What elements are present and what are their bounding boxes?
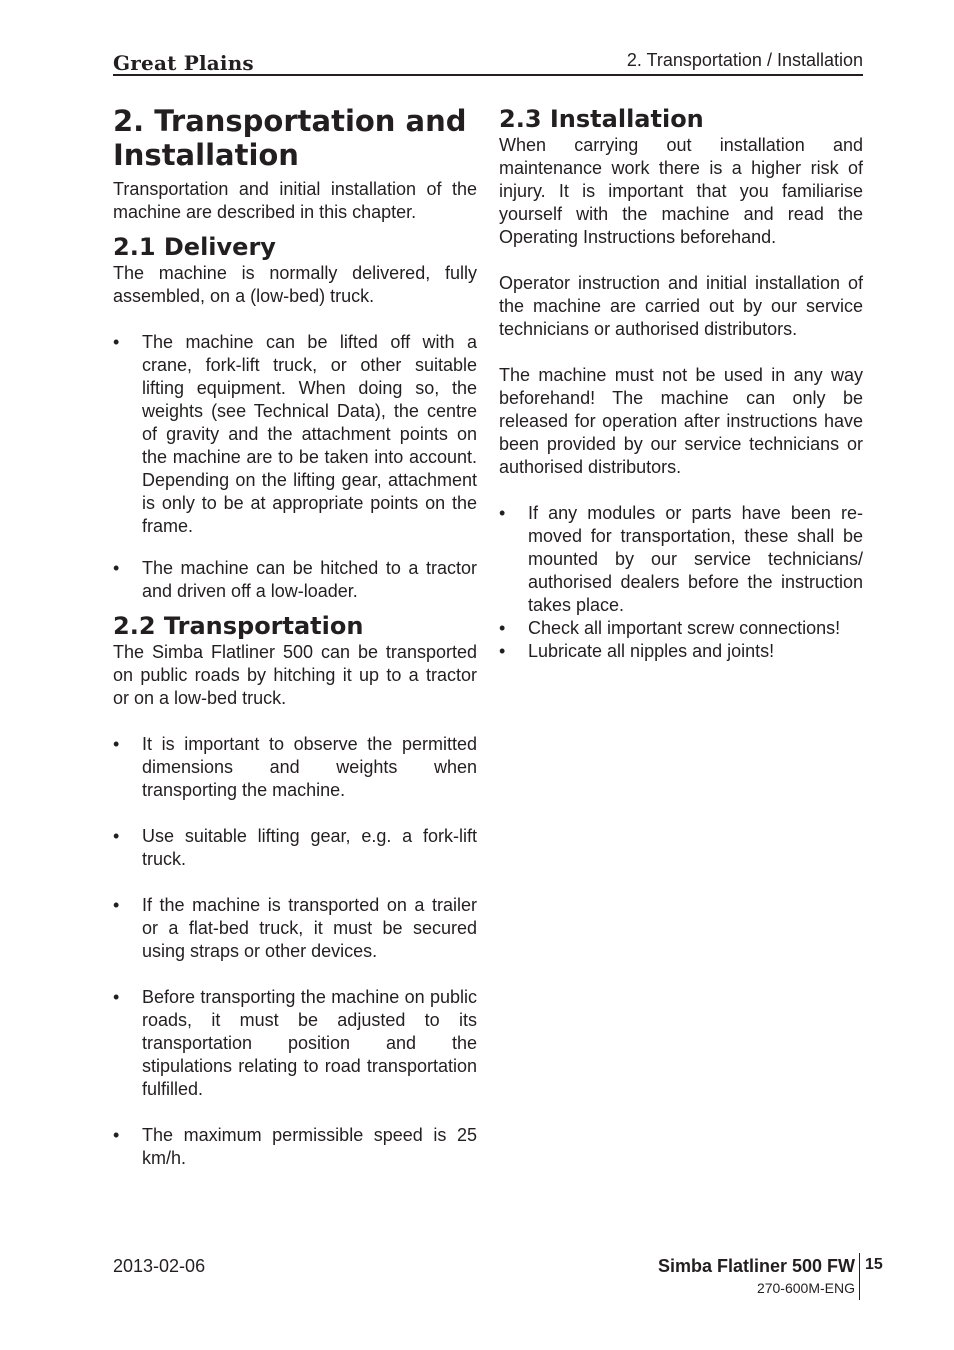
right-column <box>499 104 863 663</box>
list-item: • The machine can be hitched to a tractor and driven off a low-loader. <box>113 558 477 601</box>
installation-heading: 2.3 Installation <box>499 105 704 133</box>
list-item: • Before transporting the machine on public roads, it must be adjusted to its transportation position and the stipulations relating to road transportation fulfilled. <box>113 987 477 1099</box>
transportation-text: The Simba Flatliner 500 can be transported on public roads by hitching it up to a tractor or on a low-bed truck. <box>113 642 477 708</box>
list-item: • The machine can be lifted off with a crane, fork-lift truck, or other suitable lifting equipment. When doing so, the weights (see Technical Data), the centre of gravity and the attachment points on the machine are to be taken into account. Depending on the lifting gear, attachment is only to be at appropriate points on the frame. <box>113 332 477 536</box>
installation-bullet-list <box>499 502 863 663</box>
brand-logo-text: Great Plains <box>113 51 254 75</box>
list-item: • It is important to observe the permitted dimensions and weights when transporting the machine. <box>113 734 477 800</box>
footer-product-name: Simba Flatliner 500 FW <box>657 1256 855 1276</box>
list-item: • Check all important screw connections! <box>499 618 841 638</box>
page-number: 15 <box>865 1256 883 1273</box>
installation-paragraph: When carrying out installation and maintenance work there is a higher risk of injury. It is important that you familiarise yourself with the machine and read the Operating Instructions beforehand. <box>499 135 863 247</box>
chapter-intro: Transportation and initial installation of the machine are described in this chapter. <box>113 179 477 222</box>
chapter-title: 2. Transportation and Installation <box>113 104 467 172</box>
list-item: • If any modules or parts have been re-moved for transportation, these shall be mounted by our service technicians/ authorised dealers before the instruction takes place. <box>499 503 863 615</box>
delivery-text: The machine is normally delivered, fully assembled, on a (low-bed) truck. <box>113 263 477 306</box>
delivery-heading: 2.1 Delivery <box>113 233 276 261</box>
left-column <box>113 104 477 1170</box>
header-section-title: 2. Transportation / Installation <box>626 50 863 70</box>
transportation-bullet-list <box>113 733 477 1170</box>
list-item: • Use suitable lifting gear, e.g. a fork-lift truck. <box>113 826 477 869</box>
page-header <box>113 48 863 76</box>
installation-paragraph: The machine must not be used in any way beforehand! The machine can only be released for operation after instructions have been provided by our service technicians or authorised distributors. <box>499 365 863 477</box>
installation-paragraph: Operator instruction and initial installation of the machine are carried out by our service technicians or authorised distributors. <box>499 273 863 339</box>
list-item: • If the machine is transported on a trailer or a flat-bed truck, it must be secured using straps or other devices. <box>113 895 477 961</box>
delivery-bullet-list <box>113 331 477 603</box>
footer-document-code: 270-600M-ENG <box>756 1280 855 1296</box>
transportation-heading: 2.2 Transportation <box>113 612 364 640</box>
list-item: • The maximum permissible speed is 25 km/h. <box>113 1125 477 1168</box>
footer-date: 2013-02-06 <box>113 1256 206 1276</box>
list-item: • Lubricate all nipples and joints! <box>499 641 775 661</box>
footer-divider <box>859 1253 860 1300</box>
